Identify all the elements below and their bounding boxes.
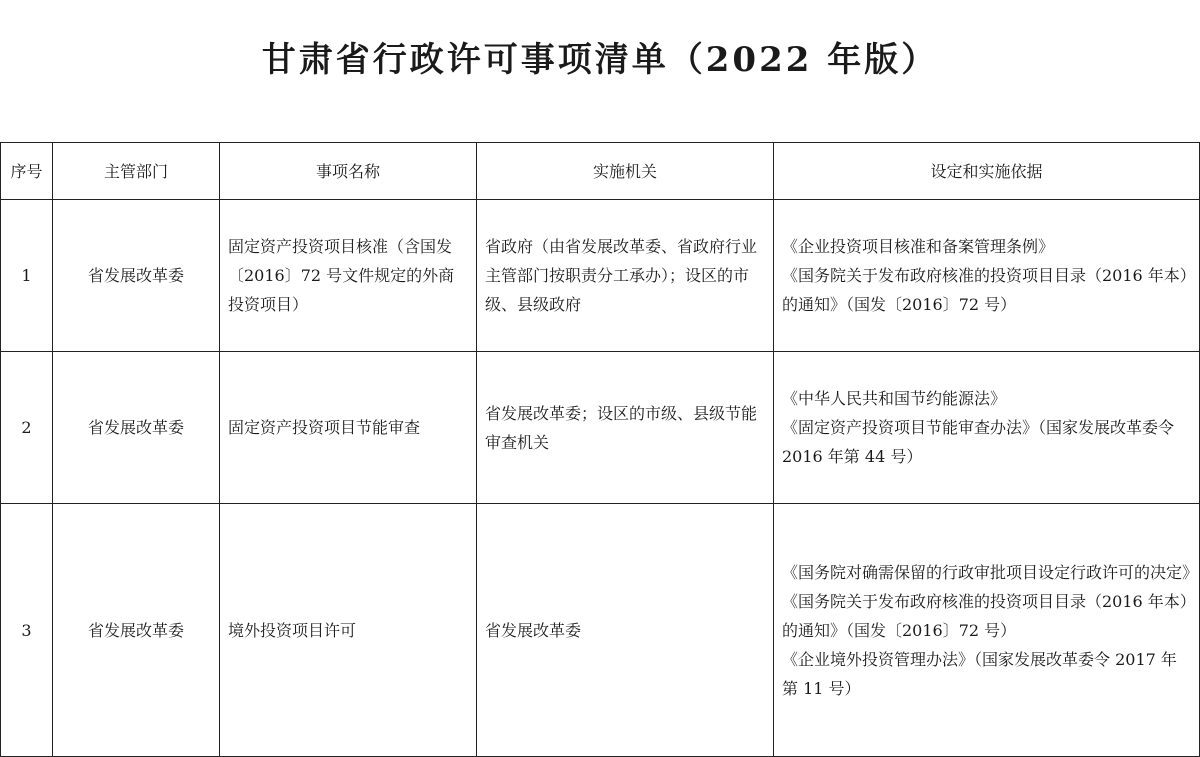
table-row xyxy=(1,352,1200,504)
row-agency: 省发展改革委 xyxy=(477,504,774,757)
row-basis xyxy=(774,352,1200,504)
row-dept: 省发展改革委 xyxy=(53,200,220,352)
row-seq: 3 xyxy=(1,504,53,757)
basis-entry: 《国务院关于发布政府核准的投资项目目录（2016 年本）的通知》（国发〔2016〕72 号） xyxy=(782,266,1188,314)
table-header-row xyxy=(1,143,1200,200)
basis-entry: 《固定资产投资项目节能审查办法》（国家发展改革委令 2016 年第 44 号） xyxy=(782,418,1175,466)
table-row xyxy=(1,200,1200,352)
row-seq: 2 xyxy=(1,352,53,504)
basis-entry: 《国务院对确需保留的行政审批项目设定行政许可的决定》 xyxy=(782,562,1199,582)
row-basis xyxy=(774,504,1200,757)
table-row xyxy=(1,504,1200,757)
row-dept: 省发展改革委 xyxy=(53,352,220,504)
row-seq: 1 xyxy=(1,200,53,352)
row-agency: 省政府（由省发展改革委、省政府行业主管部门按职责分工承办）；设区的市级、县级政府 xyxy=(477,200,774,352)
header-seq: 序号 xyxy=(1,143,53,200)
header-dept: 主管部门 xyxy=(53,143,220,200)
row-dept: 省发展改革委 xyxy=(53,504,220,757)
permit-items-table xyxy=(0,142,1200,757)
row-item: 固定资产投资项目核准（含国发〔2016〕72 号文件规定的外商投资项目） xyxy=(220,200,477,352)
basis-entry: 《企业投资项目核准和备案管理条例》 xyxy=(782,237,1055,256)
header-agency: 实施机关 xyxy=(477,143,774,200)
row-basis xyxy=(774,200,1200,352)
header-item: 事项名称 xyxy=(220,143,477,200)
row-agency: 省发展改革委；设区的市级、县级节能审查机关 xyxy=(477,352,774,504)
basis-entry: 《国务院关于发布政府核准的投资项目目录（2016 年本）的通知》（国发〔2016〕72 号） xyxy=(782,591,1188,640)
header-basis: 设定和实施依据 xyxy=(774,143,1200,200)
row-item: 境外投资项目许可 xyxy=(220,504,477,757)
basis-entry: 《中华人民共和国节约能源法》 xyxy=(782,389,1007,408)
page-title: 甘肃省行政许可事项清单（2022 年版） xyxy=(261,40,939,80)
basis-entry: 《企业境外投资管理办法》（国家发展改革委令 2017 年第 11 号） xyxy=(782,649,1177,698)
row-item: 固定资产投资项目节能审查 xyxy=(220,352,477,504)
